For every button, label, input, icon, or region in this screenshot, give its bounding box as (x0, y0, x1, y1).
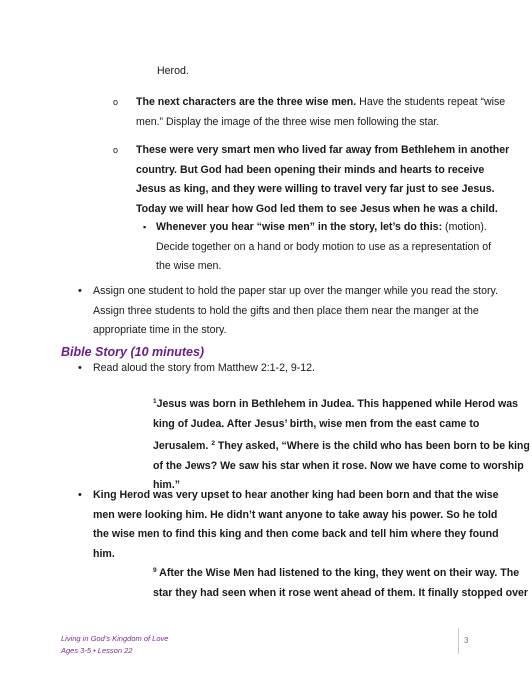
king-herod-item (93, 486, 499, 564)
scripture-passage (153, 392, 530, 496)
wise-men-item (136, 93, 505, 132)
herod-line: the wise men to find this king and then come back and tell him where they found (93, 528, 499, 541)
wise-men-rest-1: Have the students repeat “wise (356, 96, 506, 108)
footer-title: Living in God’s Kingdom of Love (61, 634, 169, 643)
motion-rest: (motion). (442, 221, 487, 233)
section-heading: Bible Story (10 minutes) (61, 345, 205, 359)
verse-number: 9 (153, 567, 157, 574)
motion-bold: Whenever you hear “wise men” in the story, let’s do this: (156, 221, 443, 233)
verse-line (153, 561, 528, 584)
circle-bullet: o (113, 97, 119, 107)
verse-text: Jerusalem. (153, 440, 212, 453)
read-aloud-item: Read aloud the story from Matthew 2:1-2, 9-12. (93, 362, 315, 374)
verse-number: 1 (153, 398, 157, 405)
assign-line: Assign three students to hold the gifts and then place them near the manger at the (93, 304, 479, 317)
scripture-passage-2 (153, 561, 528, 603)
herod-line: men were looking him. He didn’t want anyone to take away his power. So he told (93, 508, 498, 521)
page-number: 3 (464, 636, 469, 645)
smart-men-item (136, 141, 509, 219)
smart-line: country. But God had been opening their minds and hearts to receive (136, 163, 485, 176)
round-bullet: • (78, 489, 82, 501)
smart-line: Jesus as king, and they were willing to travel very far just to see Jesus. (136, 183, 495, 196)
assign-line: appropriate time in the story. (93, 324, 227, 337)
wise-men-bold: The next characters are the three wise men. (136, 96, 357, 108)
motion-subitem (156, 218, 491, 277)
round-bullet: • (78, 285, 82, 297)
verse-line: king of Judea. After Jesus’ birth, wise men from the east came to (153, 417, 480, 430)
round-bullet: • (78, 362, 82, 374)
verse-number: 2 (211, 440, 215, 448)
verse-line (153, 434, 530, 457)
footer-lesson: Ages 3-5 • Lesson 22 (61, 646, 133, 655)
wise-men-line-2: men.” Display the image of the three wise men following the star. (136, 115, 440, 128)
verse-line: star they had seen when it rose went ahead of them. It finally stopped over (153, 586, 528, 599)
motion-line: the wise men. (156, 260, 222, 273)
assign-item (93, 282, 498, 341)
footer-divider (458, 628, 459, 654)
herod-line: him. (93, 547, 115, 560)
verse-text: After the Wise Men had listened to the king, they went on their way. The (156, 567, 520, 579)
smart-line: These were very smart men who lived far away from Bethlehem in another (136, 144, 510, 156)
herod-continuation: Herod. (157, 65, 189, 77)
verse-line (153, 392, 530, 415)
verse-text: Jesus was born in Bethlehem in Judea. This happened while Herod was (156, 398, 519, 410)
verse-line: of the Jews? We saw his star when it rose. Now we have come to worship (153, 459, 524, 472)
verse-line: him.” (153, 479, 181, 492)
footer-series (61, 633, 168, 657)
verse-text: They asked, “Where is the child who has been born to be king (214, 440, 530, 453)
wise-men-line-1 (136, 93, 505, 113)
assign-line: Assign one student to hold the paper star up over the manger while you read the story. (93, 285, 498, 297)
circle-bullet: o (113, 145, 119, 155)
herod-line: King Herod was very upset to hear another king had been born and that the wise (93, 489, 499, 501)
smart-line: Today we will hear how God led them to see Jesus when he was a child. (136, 202, 498, 215)
square-bullet: ▪ (143, 222, 147, 232)
motion-line: Decide together on a hand or body motion to use as a representation of (156, 240, 492, 253)
motion-line-1 (156, 218, 491, 238)
